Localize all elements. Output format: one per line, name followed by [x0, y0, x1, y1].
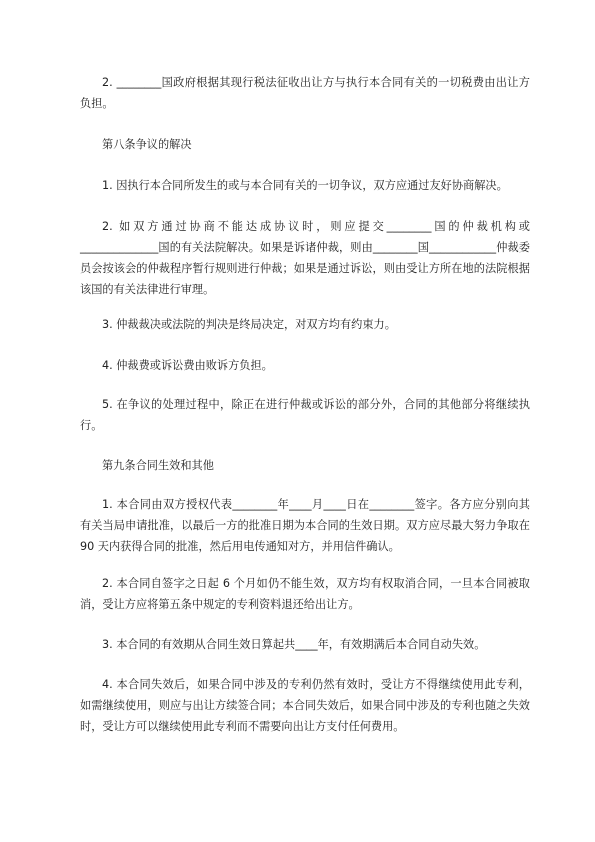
paragraph-dispute-4	[80, 355, 530, 376]
paragraph-effect-2	[80, 573, 530, 615]
paragraph-dispute-3	[80, 314, 530, 335]
paragraph-effect-3-text: 3. 本合同的有效期从合同生效日算起共____年，有效期满后本合同自动失效。	[102, 638, 486, 651]
paragraph-dispute-5-text: 5. 在争议的处理过程中，除正在进行仲裁或诉讼的部分外，合同的其他部分将继续执行。	[80, 398, 530, 432]
paragraph-dispute-5	[80, 394, 530, 436]
paragraph-effect-2-text: 2. 本合同自签字之日起 6 个月如仍不能生效，双方均有权取消合同，一旦本合同被取消，受让方应将第五条中规定的专利资料退还给出让方。	[80, 577, 530, 611]
paragraph-dispute-2-text: 2. 如双方通过协商不能达成协议时，则应提交________国的仲裁机构或______________国的有关法院解决。如果是诉诸仲裁，则由________国____________仲裁委员会按该会的仲裁程序暂行规则进行仲裁；如果是通过诉讼，则由受让方所在地的法院根据该国的有关法律进行审理。	[80, 220, 530, 296]
section-heading-9: 第九条合同生效和其他	[102, 459, 214, 472]
paragraph-dispute-1	[80, 175, 530, 196]
paragraph-dispute-3-text: 3. 仲裁裁决或法院的判决是终局决定，对双方均有约束力。	[102, 318, 396, 331]
paragraph-effect-1	[80, 494, 530, 557]
paragraph-dispute-2	[80, 216, 530, 300]
paragraph-dispute-4-text: 4. 仲裁费或诉讼费由败诉方负担。	[102, 359, 273, 372]
paragraph-effect-4	[80, 674, 530, 737]
section-heading-8: 第八条争议的解决	[102, 138, 192, 151]
paragraph-effect-1-text: 1. 本合同由双方授权代表________年____月____日在________签字。各方应分别向其有关当局申请批准，以最后一方的批准日期为本合同的生效日期。双方应尽最大努力争取在 90 天内获得合同的批准，然后用电传通知对方，并用信件确认。	[80, 498, 530, 553]
paragraph-effect-3	[80, 634, 530, 655]
paragraph-tax-text: 2. ________国政府根据其现行税法征收出让方与执行本合同有关的一切税费由出让方负担。	[80, 76, 530, 110]
paragraph-effect-4-text: 4. 本合同失效后，如果合同中涉及的专利仍然有效时，受让方不得继续使用此专利，如需继续使用，则应与出让方续签合同；本合同失效后，如果合同中涉及的专利也随之失效时，受让方可以继续使用此专利而不需要向出让方支付任何费用。	[80, 678, 530, 733]
paragraph-dispute-1-text: 1. 因执行本合同所发生的或与本合同有关的一切争议，双方应通过友好协商解决。	[102, 179, 508, 192]
paragraph-tax	[80, 72, 530, 114]
